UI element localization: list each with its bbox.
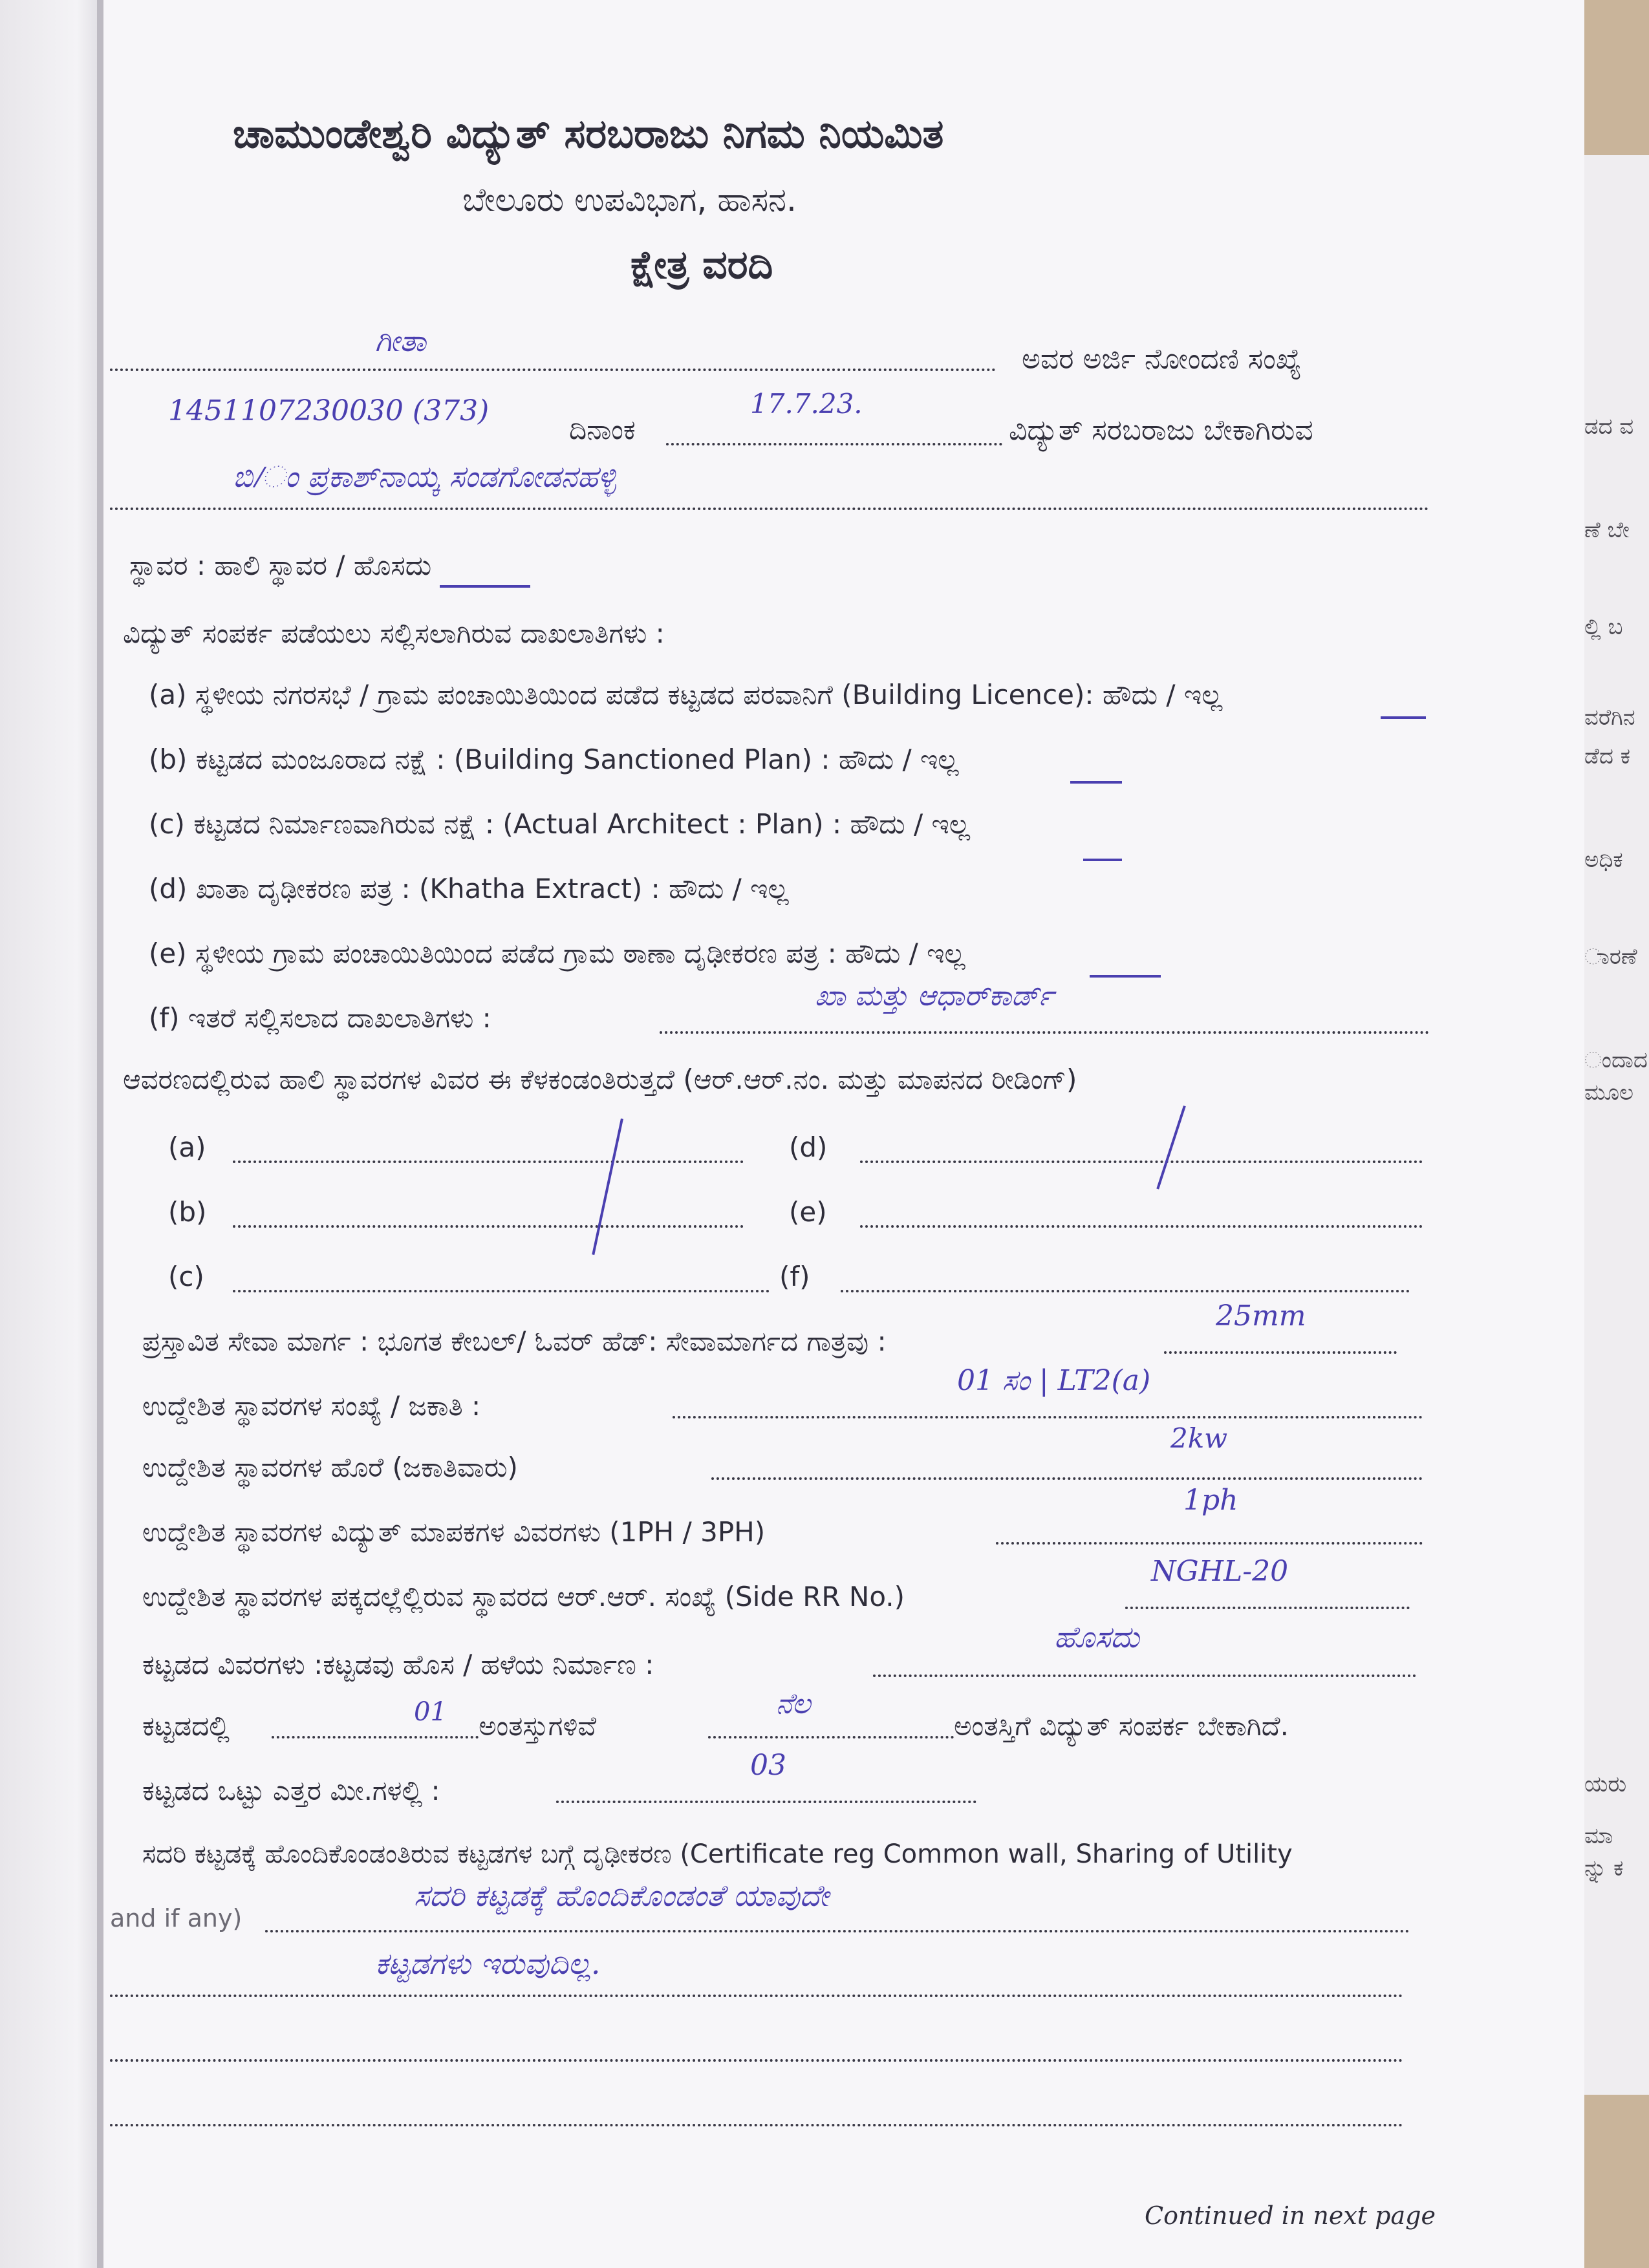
floors-mid: ಅಂತಸ್ತುಗಳಿವೆ	[479, 1710, 597, 1742]
load-value: 2kw	[1170, 1422, 1228, 1454]
certificate-dotline-2	[110, 1995, 1403, 1997]
certificate-label-cont: and if any)	[110, 1904, 242, 1932]
document-item-f: (f) ಇತರೆ ಸಲ್ಲಿಸಲಾದ ದಾಖಲಾತಿಗಳು :	[149, 1002, 491, 1034]
side-rr-label: ಉದ್ದೇಶಿತ ಸ್ಥಾವರಗಳ ಪಕ್ಕದಲ್ಲೆಲ್ಲಿರುವ ಸ್ಥಾವರದ ಆರ್.ಆರ್. ಸಂಖ್ಯೆ (Side RR No.)	[142, 1581, 905, 1612]
date-dotline	[666, 443, 1002, 445]
existing-b-dotline	[233, 1225, 744, 1228]
org-name: ಚಾಮುಂಡೇಶ್ವರಿ ವಿದ್ಯುತ್ ಸರಬರಾಜು ನಿಗಮ ನಿಯಮಿತ	[233, 110, 944, 157]
certificate-dotline-3	[110, 2059, 1403, 2062]
date-value: 17.7.23.	[750, 388, 863, 420]
existing-heading: ಆವರಣದಲ್ಲಿರುವ ಹಾಲಿ ಸ್ಥಾವರಗಳ ವಿವರ ಈ ಕೆಳಕಂಡಂತಿರುತ್ತದೆ (ಆರ್.ಆರ್.ನಂ. ಮತ್ತು ಮಾಪನದ ರೀಡಿಂಗ್)	[123, 1064, 1077, 1095]
existing-e-dotline	[860, 1225, 1423, 1228]
floors-count-dotline	[272, 1736, 479, 1738]
document-title: ಕ್ಷೇತ್ರ ವರದಿ	[630, 242, 773, 288]
certificate-value-line1: ಸದರಿ ಕಟ್ಟಡಕ್ಕೆ ಹೊಂದಿಕೊಂಡಂತೆ ಯಾವುದೇ	[414, 1878, 829, 1913]
service-line-label: ಪ್ರಸ್ತಾವಿತ ಸೇವಾ ಮಾರ್ಗ : ಭೂಗತ ಕೇಬಲ್/ ಓವರ್ ಹೆಡ್: ಸೇವಾಮಾರ್ಗದ ಗಾತ್ರವು :	[142, 1325, 887, 1357]
building-type-label: ಕಟ್ಟಡದ ವಿವರಗಳು :ಕಟ್ಟಡವು ಹೊಸ / ಹಳೆಯ ನಿರ್ಮಾಣ :	[142, 1649, 654, 1680]
strike-mark	[1156, 1106, 1186, 1190]
next-page-fragment: ವರೆಗಿನ	[1584, 705, 1635, 731]
next-page-fragment: ಯರು	[1584, 1771, 1627, 1797]
next-page-fragment: ಂದಾದ	[1584, 1047, 1648, 1073]
existing-c-dotline	[233, 1290, 770, 1292]
existing-a-dotline	[233, 1161, 744, 1163]
existing-label-a: (a)	[168, 1131, 206, 1163]
item-b-underline	[1070, 781, 1122, 784]
service-line-value: 25mm	[1216, 1300, 1306, 1332]
existing-f-dotline	[841, 1290, 1410, 1292]
item-f-dotline	[660, 1031, 1429, 1034]
premises-underline	[440, 585, 530, 588]
load-label: ಉದ್ದೇಶಿತ ಸ್ಥಾವರಗಳ ಹೊರೆ (ಜಕಾತಿವಾರು)	[142, 1451, 518, 1483]
certificate-dotline-1	[265, 1930, 1410, 1932]
building-type-dotline	[873, 1674, 1416, 1677]
documents-heading: ವಿದ್ಯುತ್ ಸಂಪರ್ಕ ಪಡೆಯಲು ಸಲ್ಲಿಸಲಾಗಿರುವ ದಾಖಲಾತಿಗಳು :	[123, 617, 665, 649]
floor-required-dotline	[708, 1736, 954, 1738]
next-page-strip	[1584, 155, 1649, 2095]
certificate-label: ಸದರಿ ಕಟ್ಟಡಕ್ಕೆ ಹೊಂದಿಕೊಂಡಂತಿರುವ ಕಟ್ಟಡಗಳ ಬಗ್ಗೆ ದೃಢೀಕರಣ (Certificate reg Common wall, Sharing of Utility	[142, 1839, 1293, 1869]
load-dotline	[711, 1477, 1423, 1480]
floors-suffix: ಅಂತಸ್ತಿಗೆ ವಿದ್ಯುತ್ ಸಂಪರ್ಕ ಬೇಕಾಗಿದೆ.	[954, 1710, 1289, 1742]
applicant-name-dotline	[110, 369, 996, 371]
certificate-dotline-4	[110, 2124, 1403, 2126]
next-page-fragment: ಲ್ಲಿ ಬ	[1584, 614, 1623, 640]
meter-value: 1ph	[1183, 1484, 1238, 1517]
supply-label: ವಿದ್ಯುತ್ ಸರಬರಾಜು ಬೇಕಾಗಿರುವ	[1009, 414, 1313, 447]
document-item-a: (a) ಸ್ಥಳೀಯ ನಗರಸಭೆ / ಗ್ರಾಮ ಪಂಚಾಯಿತಿಯಿಂದ ಪಡೆದ ಕಟ್ಟಡದ ಪರವಾನಿಗೆ (Building Licence): ಹೌದು / ಇಲ್ಲ	[149, 679, 1223, 711]
floors-count-value: 01	[414, 1697, 447, 1727]
next-page-fragment: ಅಧಿಕ	[1584, 847, 1623, 873]
form-page	[103, 0, 1584, 2268]
item-a-underline	[1381, 716, 1426, 719]
item-c-underline	[1083, 859, 1122, 861]
subdivision: ಬೇಲೂರು ಉಪವಿಭಾಗ, ಹಾಸನ.	[462, 181, 797, 219]
existing-label-d: (d)	[789, 1131, 828, 1163]
side-rr-value: NGHL-20	[1151, 1555, 1289, 1588]
document-item-c: (c) ಕಟ್ಟಡದ ನಿರ್ಮಾಣವಾಗಿರುವ ನಕ್ಷೆ : (Actual Architect : Plan) : ಹೌದು / ಇಲ್ಲ	[149, 808, 971, 840]
item-e-underline	[1090, 975, 1161, 978]
other-documents-value: ಖಾ ಮತ್ತು ಆಧಾರ್‌ಕಾರ್ಡ್	[815, 979, 1054, 1012]
next-page-fragment: ಡದ ವ	[1584, 414, 1634, 440]
document-item-e: (e) ಸ್ಥಳೀಯ ಗ್ರಾಮ ಪಂಚಾಯಿತಿಯಿಂದ ಪಡೆದ ಗ್ರಾಮ ಠಾಣಾ ದೃಢೀಕರಣ ಪತ್ರ : ಹೌದು / ಇಲ್ಲ	[149, 937, 965, 969]
existing-label-e: (e)	[789, 1196, 827, 1228]
applicant-name: ಗೀತಾ	[375, 323, 427, 358]
next-page-fragment: ನ್ನು ಕ	[1584, 1856, 1624, 1881]
floor-required-value: ನೆಲ	[776, 1687, 811, 1720]
building-type-value: ಹೊಸದು	[1054, 1620, 1139, 1654]
next-page-fragment: ಮೂಲ	[1584, 1080, 1634, 1106]
document-item-b: (b) ಕಟ್ಟಡದ ಮಂಜೂರಾದ ನಕ್ಷೆ : (Building Sanctioned Plan) : ಹೌದು / ಇಲ್ಲ	[149, 744, 959, 775]
next-page-fragment: ಡೆದ ಕ	[1584, 744, 1631, 769]
existing-label-c: (c)	[168, 1261, 204, 1292]
continued-note: Continued in next page	[1145, 2201, 1436, 2230]
date-label: ದಿನಾಂಕ	[569, 414, 636, 445]
premises-type: ಸ್ಥಾವರ : ಹಾಲಿ ಸ್ಥಾವರ / ಹೊಸದು	[129, 550, 432, 581]
existing-label-f: (f)	[779, 1261, 810, 1292]
document-item-d: (d) ಖಾತಾ ದೃಢೀಕರಣ ಪತ್ರ : (Khatha Extract) : ಹೌದು / ಇಲ್ಲ	[149, 873, 789, 904]
side-rr-dotline	[1125, 1607, 1410, 1609]
address-dotline	[110, 508, 1429, 510]
registration-number: 1451107230030 (373)	[168, 394, 490, 427]
applicant-address: ಬಿ/ಂ ಪ್ರಕಾಶ್‌ನಾಯ್ಕ ಸಂಡಗೋಡನಹಳ್ಳಿ	[233, 459, 616, 494]
certificate-value-line2: ಕಟ್ಟಡಗಳು ಇರುವುದಿಲ್ಲ.	[375, 1946, 601, 1981]
next-page-fragment: ಣೆ ಬೇ	[1584, 517, 1630, 543]
meter-label: ಉದ್ದೇಶಿತ ಸ್ಥಾವರಗಳ ವಿದ್ಯುತ್ ಮಾಪಕಗಳ ವಿವರಗಳು (1PH / 3PH)	[142, 1516, 766, 1548]
next-page-fragment: ಮಾ	[1584, 1823, 1613, 1849]
height-dotline	[556, 1801, 976, 1803]
floors-prefix: ಕಟ್ಟಡದಲ್ಲಿ	[142, 1710, 230, 1742]
meter-dotline	[996, 1542, 1423, 1545]
existing-label-b: (b)	[168, 1196, 207, 1228]
service-line-dotline	[1164, 1351, 1397, 1354]
installations-dotline	[673, 1416, 1423, 1418]
registration-label: ಅವರ ಅರ್ಜಿ ನೋಂದಣಿ ಸಂಖ್ಯೆ	[1022, 343, 1302, 376]
installations-label: ಉದ್ದೇಶಿತ ಸ್ಥಾವರಗಳ ಸಂಖ್ಯೆ / ಜಕಾತಿ :	[142, 1390, 481, 1422]
next-page-fragment: ಾರಣೆ	[1584, 944, 1637, 970]
height-value: 03	[750, 1749, 786, 1782]
height-label: ಕಟ್ಟಡದ ಒಟ್ಟು ಎತ್ತರ ಮೀ.ಗಳಲ್ಲಿ :	[142, 1775, 440, 1806]
existing-d-dotline	[860, 1161, 1423, 1163]
page-binding	[0, 0, 110, 2268]
installations-value: 01 ಸಂ | LT2(a)	[957, 1364, 1151, 1397]
strike-mark	[592, 1118, 623, 1255]
